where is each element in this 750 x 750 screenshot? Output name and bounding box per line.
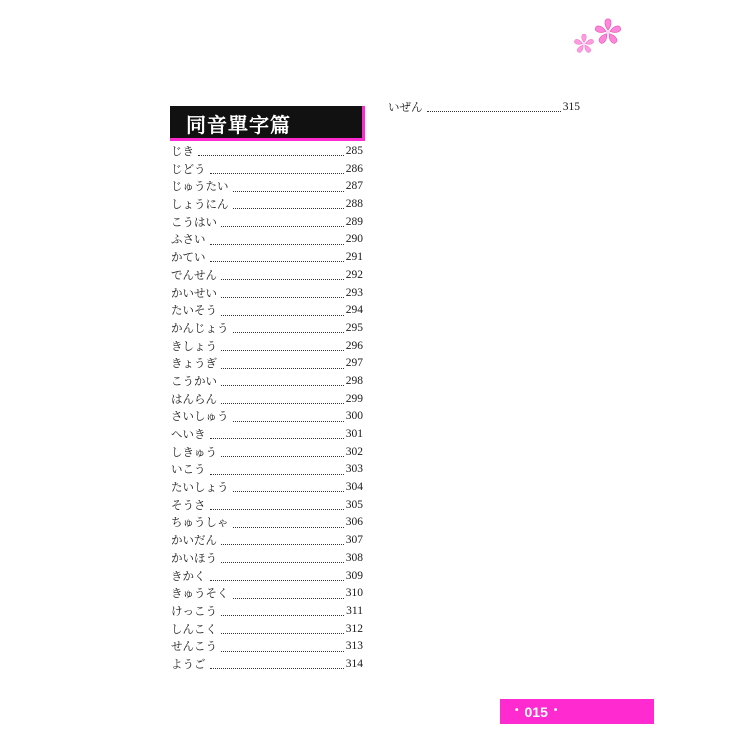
dot-leader (233, 421, 344, 422)
toc-list-left (171, 143, 363, 674)
toc-page-number: 313 (345, 640, 363, 653)
toc-term: かいだん (171, 533, 217, 548)
toc-entry[interactable] (171, 568, 363, 586)
toc-entry[interactable] (388, 99, 580, 117)
toc-term: こうはい (171, 214, 217, 229)
sakura-flower-icon (568, 12, 628, 58)
toc-term: しんこく (171, 621, 217, 636)
dot-leader (233, 191, 344, 192)
dot-leader (221, 544, 344, 545)
toc-page-number: 290 (345, 233, 363, 246)
toc-entry[interactable] (171, 585, 363, 603)
toc-page-number: 308 (345, 551, 363, 564)
dot-leader (210, 438, 344, 439)
section-header (170, 106, 365, 141)
toc-term: こうかい (171, 373, 217, 388)
dot-leader (221, 633, 344, 634)
toc-page-number: 291 (345, 251, 363, 264)
dot-leader (210, 261, 344, 262)
toc-term: じゅうたい (171, 179, 229, 194)
toc-page-number: 298 (345, 374, 363, 387)
toc-term: いこう (171, 462, 206, 477)
toc-page-number: 285 (345, 145, 363, 157)
toc-page-number: 296 (345, 339, 363, 352)
toc-term: たいそう (171, 303, 217, 318)
toc-page-number: 305 (345, 498, 363, 511)
toc-term: かんじょう (171, 320, 229, 335)
dot-leader (221, 226, 344, 227)
toc-entry[interactable] (171, 285, 363, 303)
toc-page-number: 297 (345, 357, 363, 370)
section-title: 同音單字篇 (186, 113, 291, 137)
page-number-badge (500, 699, 654, 724)
dot-leader (221, 350, 344, 351)
toc-page-number: 295 (345, 321, 363, 334)
toc-page-number: 312 (345, 622, 363, 635)
toc-term: きょうぎ (171, 356, 217, 371)
toc-entry[interactable] (171, 320, 363, 338)
toc-term: じき (171, 144, 194, 158)
toc-term: しきゅう (171, 444, 217, 459)
toc-entry[interactable] (171, 479, 363, 497)
toc-term: ようご (171, 656, 206, 671)
toc-page-number: 309 (345, 569, 363, 582)
toc-term: きかく (171, 568, 206, 583)
toc-entry[interactable] (171, 302, 363, 320)
toc-term: ちゅうしゃ (171, 515, 229, 530)
toc-list-right (388, 99, 580, 117)
toc-page-number: 315 (562, 101, 580, 113)
dot-leader (210, 668, 344, 669)
toc-entry[interactable] (171, 497, 363, 515)
toc-page-number: 287 (345, 180, 363, 193)
toc-entry[interactable] (171, 550, 363, 568)
toc-page-number: 304 (345, 481, 363, 494)
dot-leader (210, 474, 344, 475)
dot-leader (210, 173, 344, 174)
toc-page-number: 306 (345, 516, 363, 529)
toc-entry[interactable] (171, 514, 363, 532)
dot-leader (198, 155, 344, 156)
toc-entry[interactable] (171, 532, 363, 550)
dot-leader (221, 297, 344, 298)
toc-page-number: 311 (346, 604, 363, 617)
toc-page-number: 286 (345, 162, 363, 175)
dot-leader (221, 615, 344, 616)
toc-term: そうさ (171, 497, 206, 512)
toc-page-number: 289 (345, 215, 363, 228)
toc-entry[interactable] (171, 178, 363, 196)
dot-leader (210, 509, 344, 510)
toc-entry[interactable] (171, 249, 363, 267)
bullet-icon: • (515, 705, 519, 716)
toc-term: ふさい (171, 232, 206, 247)
toc-entry[interactable] (171, 408, 363, 426)
toc-term: じどう (171, 161, 206, 176)
toc-term: しょうにん (171, 197, 229, 212)
toc-page-number: 314 (345, 657, 363, 670)
toc-page-number: 294 (345, 304, 363, 317)
dot-leader (221, 456, 344, 457)
toc-entry[interactable] (171, 426, 363, 444)
toc-entry[interactable] (171, 196, 363, 214)
toc-entry[interactable] (171, 391, 363, 409)
toc-page-number: 303 (345, 463, 363, 476)
toc-entry[interactable] (171, 214, 363, 232)
toc-entry[interactable] (171, 621, 363, 639)
toc-entry[interactable] (171, 444, 363, 462)
dot-leader (233, 208, 344, 209)
bullet-icon: • (553, 705, 558, 716)
toc-entry[interactable] (171, 373, 363, 391)
dot-leader (221, 368, 344, 369)
toc-entry[interactable] (171, 603, 363, 621)
toc-entry[interactable] (171, 143, 363, 161)
dot-leader (427, 111, 561, 112)
toc-page-number: 310 (345, 587, 363, 600)
dot-leader (221, 385, 344, 386)
page-number: 015 (524, 703, 548, 720)
toc-term: せんこう (171, 639, 217, 654)
toc-page-number: 302 (345, 445, 363, 458)
toc-term: けっこう (171, 603, 217, 618)
toc-term: きゅうそく (171, 586, 229, 601)
toc-term: かいほう (171, 550, 217, 565)
toc-term: たいしょう (171, 480, 229, 495)
toc-page-number: 307 (345, 534, 363, 547)
toc-entry[interactable] (171, 161, 363, 179)
toc-term: いぜん (388, 100, 423, 114)
dot-leader (221, 562, 344, 563)
toc-entry[interactable] (171, 231, 363, 249)
dot-leader (221, 651, 344, 652)
toc-page-number: 301 (345, 428, 363, 440)
dot-leader (221, 315, 344, 316)
dot-leader (233, 332, 344, 333)
toc-entry[interactable] (171, 338, 363, 356)
toc-term: はんらん (171, 391, 217, 406)
dot-leader (210, 580, 344, 581)
dot-leader (233, 491, 344, 492)
toc-term: かいせい (171, 285, 217, 300)
dot-leader (210, 244, 344, 245)
toc-term: さいしゅう (171, 409, 229, 424)
dot-leader (233, 527, 344, 528)
toc-page-number: 299 (345, 392, 363, 405)
toc-term: へいき (171, 427, 206, 441)
toc-page-number: 293 (345, 286, 363, 299)
toc-entry[interactable] (171, 355, 363, 373)
toc-page-number: 292 (345, 268, 363, 281)
toc-entry[interactable] (171, 267, 363, 285)
toc-page-number: 288 (345, 198, 363, 211)
dot-leader (221, 279, 344, 280)
dot-leader (221, 403, 344, 404)
toc-term: かてい (171, 250, 206, 265)
toc-entry[interactable] (171, 656, 363, 674)
dot-leader (233, 598, 344, 599)
toc-page-number: 300 (345, 410, 363, 423)
toc-term: きしょう (171, 338, 217, 353)
toc-entry[interactable] (171, 461, 363, 479)
toc-entry[interactable] (171, 638, 363, 656)
toc-term: でんせん (171, 267, 217, 282)
